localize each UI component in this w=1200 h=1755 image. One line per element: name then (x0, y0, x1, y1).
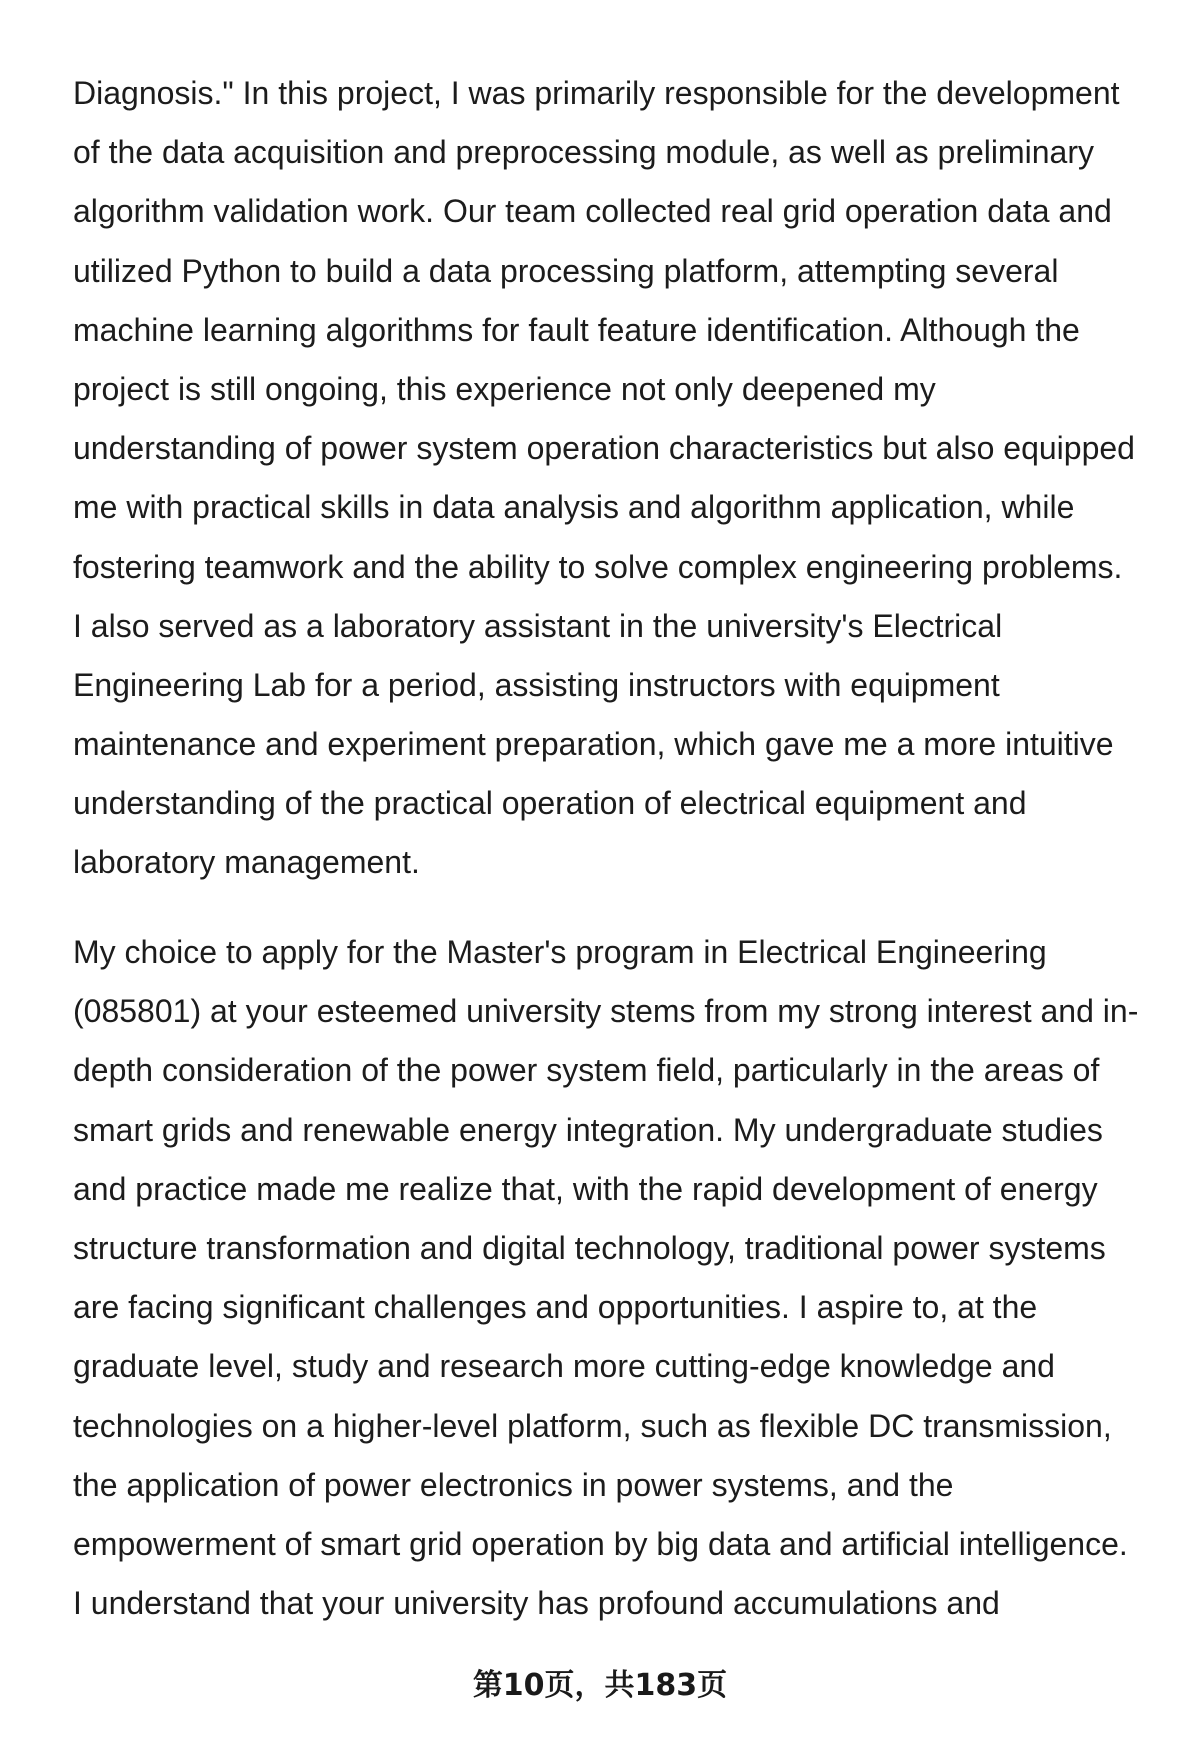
text-line: structure transformation and digital technology, traditional power systems (73, 1229, 1106, 1266)
text-line: depth consideration of the power system field, particularly in the areas of (73, 1052, 1100, 1089)
text-line: project is still ongoing, this experience not only deepened my (73, 370, 936, 407)
text-line: utilized Python to build a data processing platform, attempting several (73, 252, 1059, 289)
text-line: me with practical skills in data analysis and algorithm application, while (73, 489, 1075, 526)
text-line: understanding of the practical operation of electrical equipment and (73, 785, 1027, 822)
text-line: fostering teamwork and the ability to solve complex engineering problems. (73, 548, 1123, 585)
text-line: laboratory management. (73, 844, 420, 881)
text-line: Engineering Lab for a period, assisting instructors with equipment (73, 666, 1000, 703)
paragraph-motivation (73, 923, 1173, 1633)
text-line: the application of power electronics in power systems, and the (73, 1466, 954, 1503)
text-line: of the data acquisition and preprocessing module, as well as preliminary (73, 134, 1094, 171)
text-line: empowerment of smart grid operation by big data and artificial intelligence. (73, 1525, 1128, 1562)
text-line: are facing significant challenges and opportunities. I aspire to, at the (73, 1289, 1038, 1326)
text-line: (085801) at your esteemed university stems from my strong interest and in- (73, 993, 1139, 1030)
text-line: I understand that your university has profound accumulations and (73, 1585, 1000, 1622)
text-line: smart grids and renewable energy integration. My undergraduate studies (73, 1111, 1103, 1148)
text-line: graduate level, study and research more cutting-edge knowledge and (73, 1348, 1055, 1385)
text-line: My choice to apply for the Master's program in Electrical Engineering (73, 934, 1047, 970)
text-line: I also served as a laboratory assistant in the university's Electrical (73, 607, 1003, 644)
text-line: algorithm validation work. Our team collected real grid operation data and (73, 193, 1112, 230)
paragraph-research-experience (73, 64, 1173, 893)
text-line: understanding of power system operation characteristics but also equipped (73, 430, 1135, 467)
text-line: technologies on a higher-level platform, such as flexible DC transmission, (73, 1407, 1112, 1444)
text-line: maintenance and experiment preparation, which gave me a more intuitive (73, 726, 1114, 763)
text-line: Diagnosis." In this project, I was primarily responsible for the development (73, 75, 1120, 111)
text-line: and practice made me realize that, with the rapid development of energy (73, 1170, 1098, 1207)
page-number: 第10页，共183页 (472, 1668, 728, 1703)
text-line: machine learning algorithms for fault feature identification. Although the (73, 311, 1080, 348)
